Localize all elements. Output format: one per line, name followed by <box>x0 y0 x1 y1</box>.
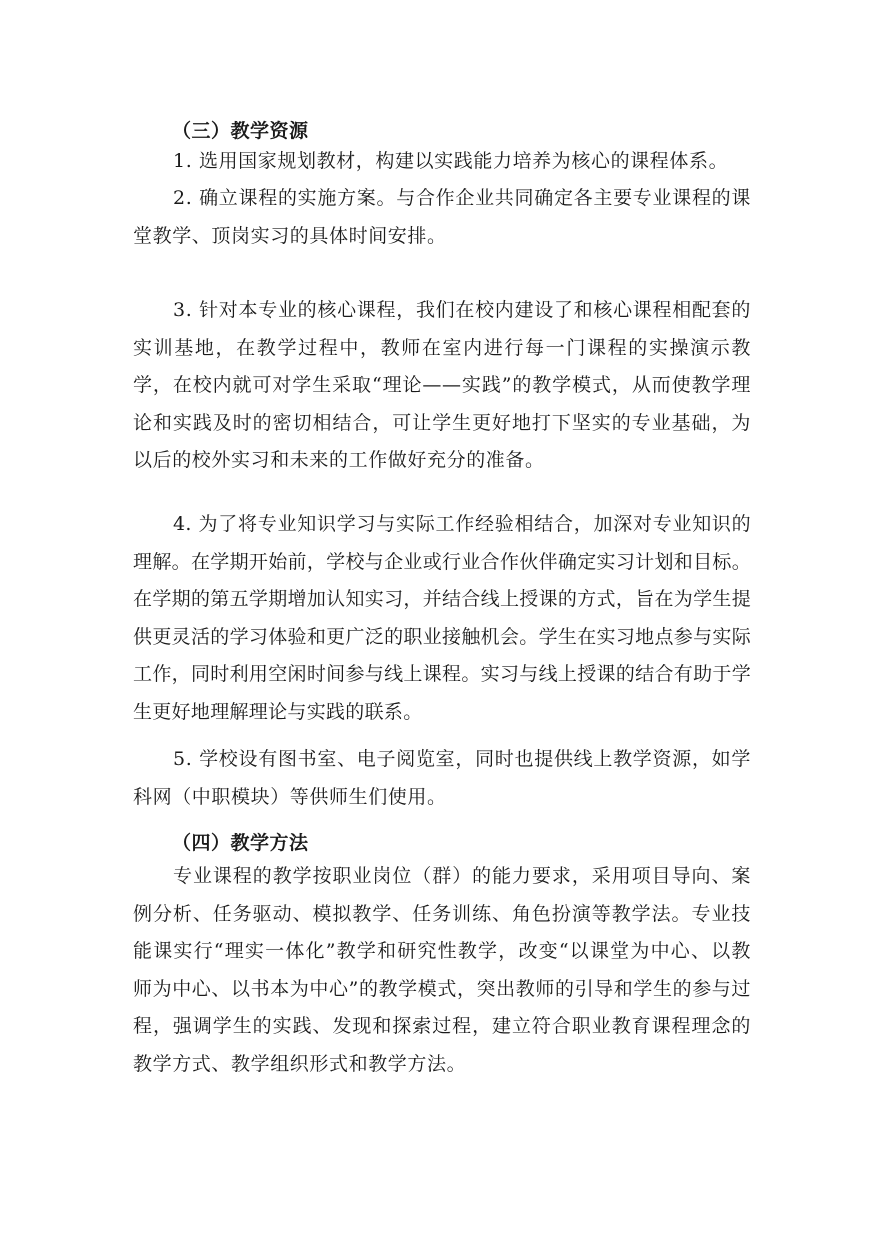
methods-body: 专业课程的教学按职业岗位（群）的能力要求，采用项目导向、案例分析、任务驱动、模拟教学、任务训练、角色扮演等教学法。专业技能课实行“理实一体化”教学和研究性教学，改变“以课堂为中心、以教师为中心、以书本为中心”的教学模式，突出教师的引导和学生的参与过程，强调学生的实践、发现和探索过程，建立符合职业教育课程理念的教学方式、教学组织形式和教学方法。 <box>133 865 751 1075</box>
resources-item-5: 5. 学校设有图书室、电子阅览室，同时也提供线上教学资源，如学科网（中职模块）等供师生们使用。 <box>133 748 751 808</box>
resources-item-2: 2. 确立课程的实施方案。与合作企业共同确定各主要专业课程的课堂教学、顶岗实习的具体时间安排。 <box>133 187 751 247</box>
resources-item-3: 3. 针对本专业的核心课程，我们在校内建设了和核心课程相配套的实训基地，在教学过程中，教师在室内进行每一门课程的实操演示教学，在校内就可对学生采取“理论——实践”的教学模式，从而使教学理论和实践及时的密切相结合，可让学生更好地打下坚实的专业基础，为以后的校外实习和未来的工作做好充分的准备。 <box>133 299 751 471</box>
section-heading-teaching-resources: （三）教学资源 <box>172 120 309 142</box>
section-heading-teaching-methods: （四）教学方法 <box>172 832 309 854</box>
resources-item-1: 1. 选用国家规划教材，构建以实践能力培养为核心的课程体系。 <box>173 150 729 172</box>
resources-item-4: 4. 为了将专业知识学习与实际工作经验相结合，加深对专业知识的理解。在学期开始前，学校与企业或行业合作伙伴确定实习计划和目标。在学期的第五学期增加认知实习，并结合线上授课的方式，旨在为学生提供更灵活的学习体验和更广泛的职业接触机会。学生在实习地点参与实际工作，同时利用空闲时间参与线上课程。实习与线上授课的结合有助于学生更好地理解理论与实践的联系。 <box>133 513 751 723</box>
